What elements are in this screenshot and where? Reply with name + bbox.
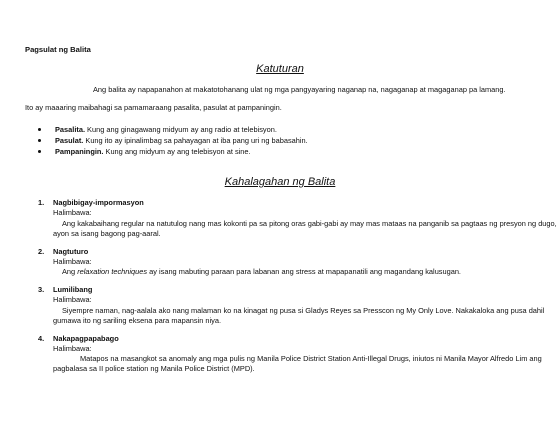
section-heading-kahalagahan: Kahalagahan ng Balita — [224, 176, 336, 188]
bullet-icon — [38, 128, 41, 131]
example-label: Halimbawa: — [53, 257, 92, 266]
item-number: 4. — [38, 334, 45, 343]
bullet-text: Kung ang midyum ay ang telebisyon at sine. — [103, 147, 251, 156]
example-text: pagbalasa sa II police station ng Manila Police District (MPD). — [53, 364, 255, 373]
item-title: Nakapagpapabago — [53, 334, 119, 343]
bullet-term: Pampaningin. — [55, 147, 104, 156]
item-number: 1. — [38, 198, 45, 207]
example-text: gumawa ito ng sariling eksena para mapansin niya. — [53, 316, 222, 325]
section-heading-katuturan: Katuturan — [256, 63, 304, 75]
item-title: Lumilibang — [53, 285, 93, 294]
item-title: Nagbibigay-impormasyon — [53, 198, 144, 207]
example-text: ayon sa isang bagong pag-aaral. — [53, 229, 161, 238]
example-text: Siyempre naman, nag-aalala ako nang malaman ko na kinagat ng pusa si Gladys Reyes sa Presscon ng My Only Love. Nakakaloka ang pusa dahil — [62, 306, 545, 315]
bullet-text: Kung ang ginagawang midyum ay ang radio at telebisyon. — [85, 125, 277, 134]
bullet-icon — [38, 150, 41, 153]
item-title: Nagtuturo — [53, 247, 89, 256]
example-text-post: ay isang mabuting paraan para labanan ang stress at mapapanatili ang magandang kalusugan. — [147, 267, 461, 276]
item-number: 2. — [38, 247, 45, 256]
intro-text: Ito ay maaaring maibahagi sa pamamaraang pasalita, pasulat at pampaningin. — [25, 103, 282, 112]
example-text: Matapos na masangkot sa anomaly ang mga pulis ng Manila Police District Station Anti-Illegal Drugs, iniutos ni Manila Mayor Alfredo Lim ang — [80, 354, 542, 363]
item-number: 3. — [38, 285, 45, 294]
example-label: Halimbawa: — [53, 344, 92, 353]
document-title: Pagsulat ng Balita — [25, 45, 91, 54]
bullet-icon — [38, 139, 41, 142]
bullet-term: Pasalita. — [55, 125, 85, 134]
bullet-text: Kung ito ay ipinalimbag sa pahayagan at iba pang uri ng babasahin. — [83, 136, 308, 145]
bullet-term: Pasulat. — [55, 136, 84, 145]
example-label: Halimbawa: — [53, 208, 92, 217]
example-text-italic: relaxation techniques — [77, 267, 148, 276]
example-text-pre: Ang — [62, 267, 78, 276]
example-text — [62, 268, 461, 277]
definition-text: Ang balita ay napapanahon at makatotohanang ulat ng mga pangyayaring naganap na, nagaganap at magaganap pa lamang. — [93, 85, 506, 94]
example-text: Ang kakabaihang regular na natutulog nang mas kokonti pa sa pitong oras gabi-gabi ay may mas mataas na panganib sa pagtaas ng presyon ng dugo, — [62, 219, 557, 228]
example-label: Halimbawa: — [53, 295, 92, 304]
